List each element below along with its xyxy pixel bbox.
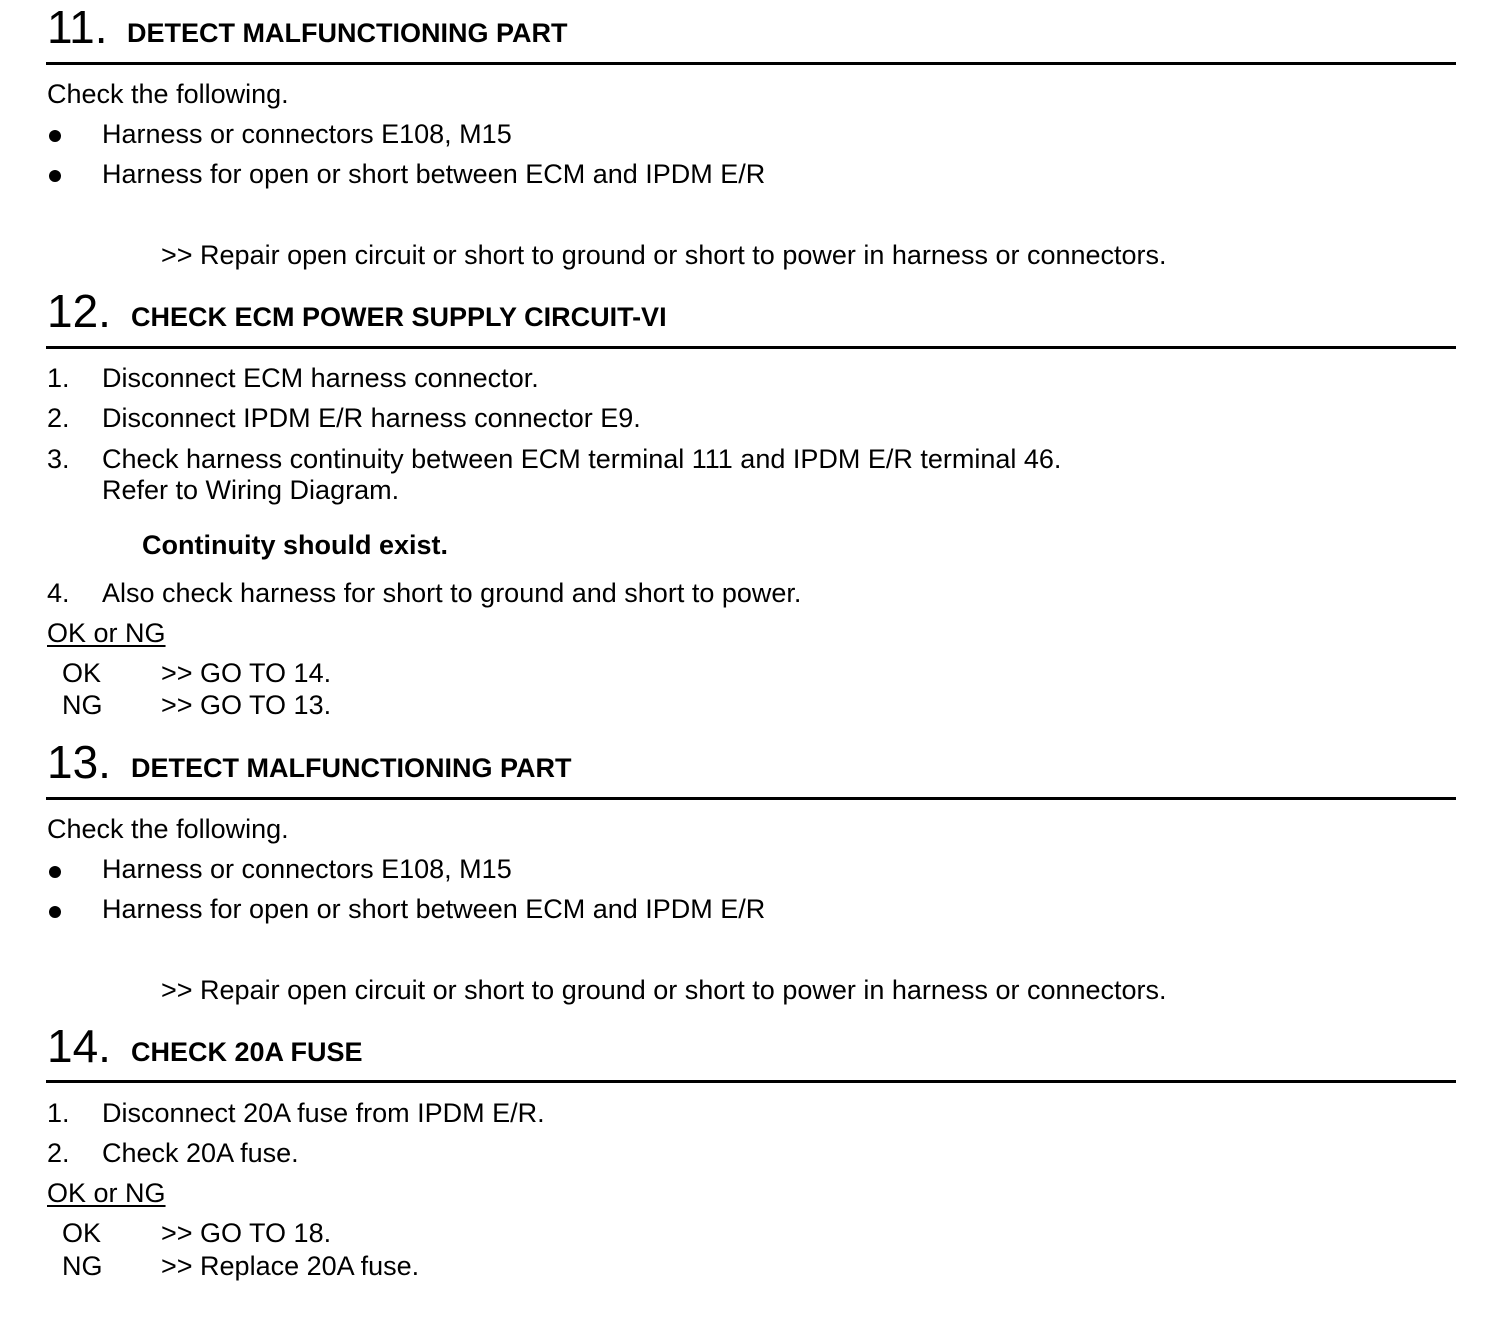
step-index: 1. [47,1098,70,1128]
ng-result: >> GO TO 13. [161,690,332,720]
bullet-icon [49,906,61,918]
section-divider [46,1080,1456,1083]
step-text: Disconnect ECM harness connector. [102,363,539,393]
section-divider [46,797,1456,800]
ng-key: NG [62,1251,103,1281]
step-index: 2. [47,1138,70,1168]
step-title: CHECK 20A FUSE [131,1037,363,1067]
ng-key: NG [62,690,103,720]
bullet-icon [49,170,61,182]
ok-key: OK [62,658,102,688]
list-item: Harness or connectors E108, M15 [102,119,512,149]
section-divider [46,346,1456,349]
step-title: CHECK ECM POWER SUPPLY CIRCUIT-VI [131,302,667,332]
step-index: 3. [47,444,70,474]
section-divider [46,62,1456,65]
ok-key: OK [62,1218,102,1248]
bullet-icon [49,130,61,142]
step-text: Disconnect 20A fuse from IPDM E/R. [102,1098,545,1128]
result-text: >> Repair open circuit or short to ground or short to power in harness or connectors. [161,240,1167,270]
ok-result: >> GO TO 18. [161,1218,332,1248]
list-item: Harness for open or short between ECM and IPDM E/R [102,894,766,924]
ok-or-ng-label: OK or NG [47,618,166,648]
step-number: 14. [47,1020,111,1072]
ng-result: >> Replace 20A fuse. [161,1251,420,1281]
step-text: Disconnect IPDM E/R harness connector E9. [102,403,641,433]
step-title: DETECT MALFUNCTIONING PART [127,18,568,48]
step-text: Check harness continuity between ECM terminal 111 and IPDM E/R terminal 46. [102,444,1062,474]
step-title: DETECT MALFUNCTIONING PART [131,753,572,783]
intro-text: Check the following. [47,79,289,109]
step-text: Check 20A fuse. [102,1138,299,1168]
bullet-icon [49,866,61,878]
step-index: 1. [47,363,70,393]
step-index: 4. [47,578,70,608]
ok-or-ng-label: OK or NG [47,1178,166,1208]
list-item: Harness for open or short between ECM and IPDM E/R [102,159,766,189]
step-index: 2. [47,403,70,433]
step-number: 13. [47,736,111,788]
step-number: 12. [47,285,111,337]
spec-text: Continuity should exist. [142,530,449,560]
list-item: Harness or connectors E108, M15 [102,854,512,884]
step-number: 11. [47,1,108,53]
intro-text: Check the following. [47,814,289,844]
step-text: Also check harness for short to ground and short to power. [102,578,802,608]
step-text-continued: Refer to Wiring Diagram. [102,475,400,505]
result-text: >> Repair open circuit or short to ground or short to power in harness or connectors. [161,975,1167,1005]
ok-result: >> GO TO 14. [161,658,332,688]
